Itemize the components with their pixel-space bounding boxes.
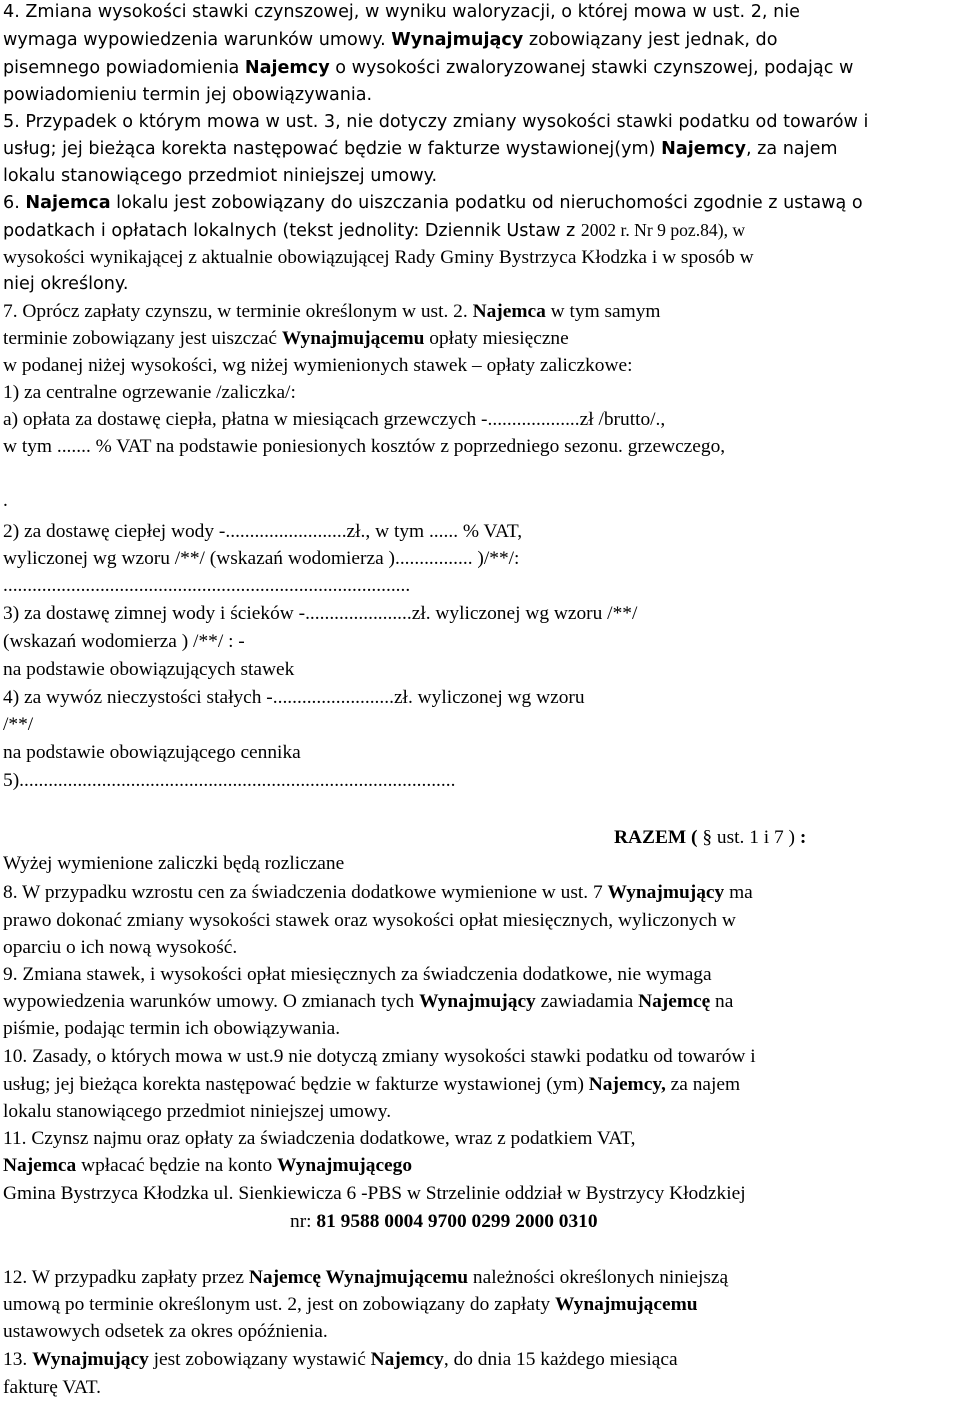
line: Wyżej wymienione zaliczki będą rozliczane bbox=[3, 853, 345, 874]
line: 4) za wywóz nieczystości stałych -.........................zł. wyliczonej wg wzoru bbox=[3, 687, 585, 708]
line: 5).......................................................................................... bbox=[3, 770, 456, 791]
line: pisemnego powiadomienia Najemcy o wysokości zwaloryzowanej stawki czynszowej, podając w bbox=[3, 58, 854, 78]
line: ustawowych odsetek za okres opóźnienia. bbox=[3, 1321, 328, 1342]
line: piśmie, podając termin ich obowiązywania. bbox=[3, 1018, 341, 1039]
razem-total: RAZEM ( § ust. 1 i 7 ) : bbox=[614, 827, 807, 848]
line: 9. Zmiana stawek, i wysokości opłat miesięcznych za świadczenia dodatkowe, nie wymaga bbox=[3, 964, 712, 985]
account-number: nr: 81 9588 0004 9700 0299 2000 0310 bbox=[290, 1211, 598, 1232]
line: oparciu o ich nową wysokość. bbox=[3, 937, 238, 958]
line: Najemca wpłacać będzie na konto Wynajmującego bbox=[3, 1155, 413, 1176]
line: lokalu stanowiącego przedmiot niniejszej umowy. bbox=[3, 166, 438, 186]
line: wysokości wynikającej z aktualnie obowiązującej Rady Gminy Bystrzyca Kłodzka i w sposób w bbox=[3, 247, 754, 268]
line: lokalu stanowiącego przedmiot niniejszej umowy. bbox=[3, 1101, 392, 1122]
line: terminie zobowiązany jest uiszczać Wynajmującemu opłaty miesięczne bbox=[3, 328, 569, 349]
line: w tym ....... % VAT na podstawie poniesionych kosztów z poprzedniego sezonu. grzewczego, bbox=[3, 436, 726, 457]
line: umową po terminie określonym ust. 2, jest on zobowiązany do zapłaty Wynajmującemu bbox=[3, 1294, 698, 1315]
line: 8. W przypadku wzrostu cen za świadczenia dodatkowe wymienione w ust. 7 Wynajmujący ma bbox=[3, 882, 753, 903]
line: 13. Wynajmujący jest zobowiązany wystawić Najemcy, do dnia 15 każdego miesiąca bbox=[3, 1349, 678, 1370]
line: wymaga wypowiedzenia warunków umowy. Wynajmujący zobowiązany jest jednak, do bbox=[3, 30, 778, 50]
line: 12. W przypadku zapłaty przez Najemcę Wynajmującemu należności określonych niniejszą bbox=[3, 1267, 729, 1288]
line: wypowiedzenia warunków umowy. O zmianach tych Wynajmujący zawiadamia Najemcę na bbox=[3, 991, 734, 1012]
line: 4. Zmiana wysokości stawki czynszowej, w wyniku waloryzacji, o której mowa w ust. 2, nie bbox=[3, 2, 800, 22]
line: 11. Czynsz najmu oraz opłaty za świadczenia dodatkowe, wraz z podatkiem VAT, bbox=[3, 1128, 636, 1149]
line: na podstawie obowiązujących stawek bbox=[3, 659, 295, 680]
line: usług; jej bieżąca korekta następować będzie w fakturze wystawionej (ym) Najemcy, za najem bbox=[3, 1074, 741, 1095]
line: fakturę VAT. bbox=[3, 1377, 102, 1398]
line: usług; jej bieżąca korekta następować będzie w fakturze wystawionej(ym) Najemcy, za najem bbox=[3, 139, 838, 159]
line: . bbox=[3, 490, 8, 511]
line: na podstawie obowiązującego cennika bbox=[3, 742, 301, 763]
line: 10. Zasady, o których mowa w ust.9 nie dotyczą zmiany wysokości stawki podatku od towarów i bbox=[3, 1046, 756, 1067]
line: powiadomieniu termin jej obowiązywania. bbox=[3, 85, 373, 105]
line: 3) za dostawę zimnej wody i ścieków -......................zł. wyliczonej wg wzoru /**/ bbox=[3, 603, 638, 624]
line: 6. Najemca lokalu jest zobowiązany do uiszczania podatku od nieruchomości zgodnie z ustawą o bbox=[3, 193, 863, 213]
line: 5. Przypadek o którym mowa w ust. 3, nie dotyczy zmiany wysokości stawki podatku od towarów i bbox=[3, 112, 869, 132]
line: /**/ bbox=[3, 714, 34, 735]
line: wyliczonej wg wzoru /**/ (wskazań wodomierza )................ )/**/: bbox=[3, 548, 520, 569]
line: 2) za dostawę ciepłej wody -.........................zł., w tym ...... % VAT, bbox=[3, 521, 523, 542]
line: prawo dokonać zmiany wysokości stawek oraz wysokości opłat miesięcznych, wyliczonych w bbox=[3, 910, 736, 931]
line: 7. Oprócz zapłaty czynszu, w terminie określonym w ust. 2. Najemca w tym samym bbox=[3, 301, 661, 322]
line: (wskazań wodomierza ) /**/ : - bbox=[3, 631, 245, 652]
line: niej określony. bbox=[3, 274, 129, 294]
line: w podanej niżej wysokości, wg niżej wymienionych stawek – opłaty zaliczkowe: bbox=[3, 355, 633, 376]
line: 1) za centralne ogrzewanie /zaliczka/: bbox=[3, 382, 296, 403]
line: .................................................................................... bbox=[3, 575, 411, 596]
line: Gmina Bystrzyca Kłodzka ul. Sienkiewicza 6 -PBS w Strzelinie oddział w Bystrzycy Kłodzkiej bbox=[3, 1183, 746, 1204]
line: podatkach i opłatach lokalnych (tekst jednolity: Dziennik Ustaw z 2002 r. Nr 9 poz.84), w bbox=[3, 220, 746, 241]
line: a) opłata za dostawę ciepła, płatna w miesiącach grzewczych -...................zł /brutto/., bbox=[3, 409, 666, 430]
